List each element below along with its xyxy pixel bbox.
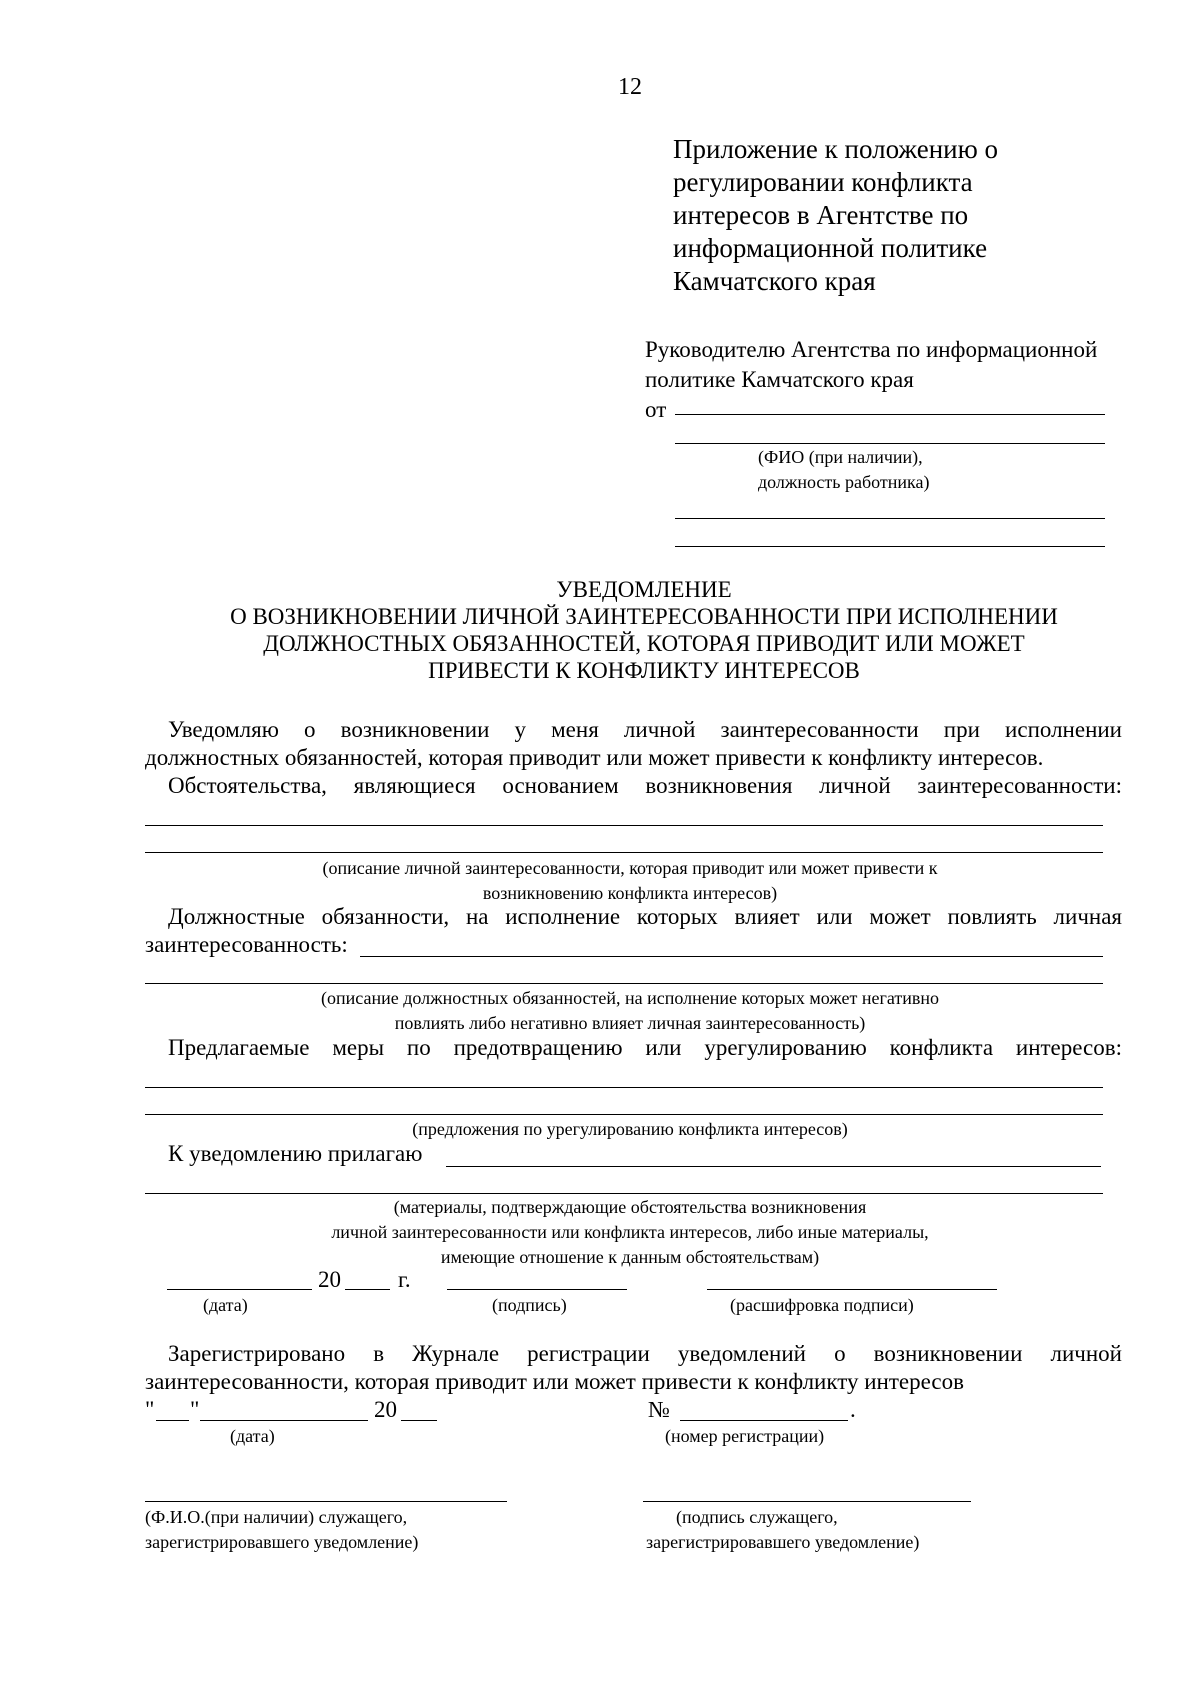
decoding-line bbox=[707, 1289, 997, 1290]
caption-line: (Ф.И.О.(при наличии) служащего, bbox=[145, 1507, 408, 1527]
registrar-signature-line bbox=[643, 1501, 971, 1502]
fio-caption-line: (ФИО (при наличии), bbox=[758, 447, 923, 467]
circumstances-caption bbox=[145, 856, 1115, 906]
measures-caption bbox=[145, 1117, 1115, 1142]
reg-number-line bbox=[680, 1420, 848, 1421]
caption-line: зарегистрировавшего уведомление) bbox=[145, 1532, 419, 1552]
appendix-line: Приложение к положению о bbox=[673, 134, 999, 164]
caption-line: (предложения по урегулированию конфликта интересов) bbox=[412, 1119, 848, 1139]
registration-line-1: Зарегистрировано в Журнале регистрации уведомлений о возникновении личной bbox=[168, 1341, 1122, 1366]
from-field-line bbox=[675, 414, 1105, 415]
caption-line: (описание личной заинтересованности, которая приводит или может привести к bbox=[322, 858, 938, 878]
caption-line: возникновению конфликта интересов) bbox=[482, 883, 778, 903]
from-field-line-2 bbox=[675, 443, 1105, 444]
from-label: от bbox=[645, 397, 667, 422]
measures-field-line-2 bbox=[145, 1114, 1103, 1115]
caption-line: (материалы, подтверждающие обстоятельства возникновения bbox=[393, 1197, 867, 1217]
appendix-line: Камчатского края bbox=[673, 266, 876, 296]
fio-caption bbox=[758, 445, 929, 495]
signature-line bbox=[447, 1289, 627, 1290]
addressee-block bbox=[645, 335, 1097, 425]
duties-label: заинтересованность: bbox=[145, 932, 348, 957]
year-suffix: г. bbox=[398, 1267, 411, 1292]
registrar-name-line bbox=[145, 1501, 507, 1502]
measures-line: Предлагаемые меры по предотвращению или урегулированию конфликта интересов: bbox=[168, 1035, 1122, 1060]
signature-caption: (подпись) bbox=[492, 1295, 567, 1315]
appendix-line: интересов в Агентстве по bbox=[673, 200, 969, 230]
reg-date-caption: (дата) bbox=[230, 1426, 275, 1446]
attachments-field-line bbox=[446, 1166, 1101, 1167]
appendix-line: информационной политике bbox=[673, 233, 988, 263]
intro-line-1: Уведомляю о возникновении у меня личной заинтересованности при исполнении bbox=[168, 717, 1122, 742]
circumstances-field-line bbox=[145, 825, 1103, 826]
title-line: ПРИВЕСТИ К КОНФЛИКТУ ИНТЕРЕСОВ bbox=[428, 658, 860, 683]
title-line: ДОЛЖНОСТНЫХ ОБЯЗАННОСТЕЙ, КОТОРАЯ ПРИВОДИТ ИЛИ МОЖЕТ bbox=[263, 631, 1025, 656]
registrar-signature-caption bbox=[646, 1505, 919, 1555]
appendix-line: регулировании конфликта bbox=[673, 167, 973, 197]
attachments-label: К уведомлению прилагаю bbox=[168, 1141, 423, 1166]
caption-line: повлиять либо негативно влияет личная заинтересованность) bbox=[394, 1013, 866, 1033]
circumstances-line: Обстоятельства, являющиеся основанием возникновения личной заинтересованности: bbox=[168, 773, 1122, 798]
year-line bbox=[345, 1289, 390, 1290]
circumstances-field-line-2 bbox=[145, 852, 1103, 853]
page-number: 12 bbox=[618, 74, 642, 100]
caption-line: личной заинтересованности или конфликта интересов, либо иные материалы, bbox=[331, 1222, 929, 1242]
addressee-line: политике Камчатского края bbox=[645, 367, 914, 392]
quote-close: " bbox=[190, 1397, 200, 1422]
document-title bbox=[144, 576, 1144, 684]
reg-year-line bbox=[401, 1420, 437, 1421]
reg-year-prefix: 20 bbox=[374, 1397, 397, 1422]
duties-line: Должностные обязанности, на исполнение которых влияет или может повлиять личная bbox=[168, 904, 1122, 929]
caption-line: (описание должностных обязанностей, на исполнение которых может негативно bbox=[321, 988, 939, 1008]
position-field-line bbox=[675, 518, 1105, 519]
duties-field-line-2 bbox=[145, 983, 1103, 984]
caption-line: (подпись служащего, bbox=[676, 1507, 838, 1527]
quote-open: " bbox=[145, 1397, 155, 1422]
measures-field-line bbox=[145, 1087, 1103, 1088]
registration-line-2: заинтересованности, которая приводит или может привести к конфликту интересов bbox=[145, 1369, 964, 1394]
appendix-note bbox=[673, 133, 998, 298]
reg-period: . bbox=[850, 1397, 856, 1422]
title-line: УВЕДОМЛЕНИЕ bbox=[556, 577, 732, 602]
reg-day-line bbox=[156, 1420, 189, 1421]
attachments-field-line-2 bbox=[145, 1193, 1103, 1194]
duties-caption bbox=[145, 986, 1115, 1036]
fio-caption-line: должность работника) bbox=[758, 472, 930, 492]
addressee-line: Руководителю Агентства по информационной bbox=[645, 337, 1098, 362]
caption-line: имеющие отношение к данным обстоятельствам) bbox=[440, 1247, 820, 1267]
caption-line: зарегистрировавшего уведомление) bbox=[646, 1532, 920, 1552]
decoding-caption: (расшифровка подписи) bbox=[730, 1295, 914, 1315]
year-prefix: 20 bbox=[318, 1267, 341, 1292]
reg-number-caption: (номер регистрации) bbox=[665, 1426, 825, 1446]
title-line: О ВОЗНИКНОВЕНИИ ЛИЧНОЙ ЗАИНТЕРЕСОВАННОСТИ ПРИ ИСПОЛНЕНИИ bbox=[230, 604, 1058, 629]
intro-line-2: должностных обязанностей, которая приводит или может привести к конфликту интересов. bbox=[145, 745, 1044, 770]
duties-field-line bbox=[360, 956, 1103, 957]
reg-month-line bbox=[200, 1420, 368, 1421]
position-field-line-2 bbox=[675, 546, 1105, 547]
date-caption: (дата) bbox=[203, 1295, 248, 1315]
number-sign: № bbox=[648, 1397, 670, 1422]
date-day-line bbox=[167, 1289, 312, 1290]
registrar-name-caption bbox=[145, 1505, 418, 1555]
attachments-caption bbox=[145, 1195, 1115, 1270]
